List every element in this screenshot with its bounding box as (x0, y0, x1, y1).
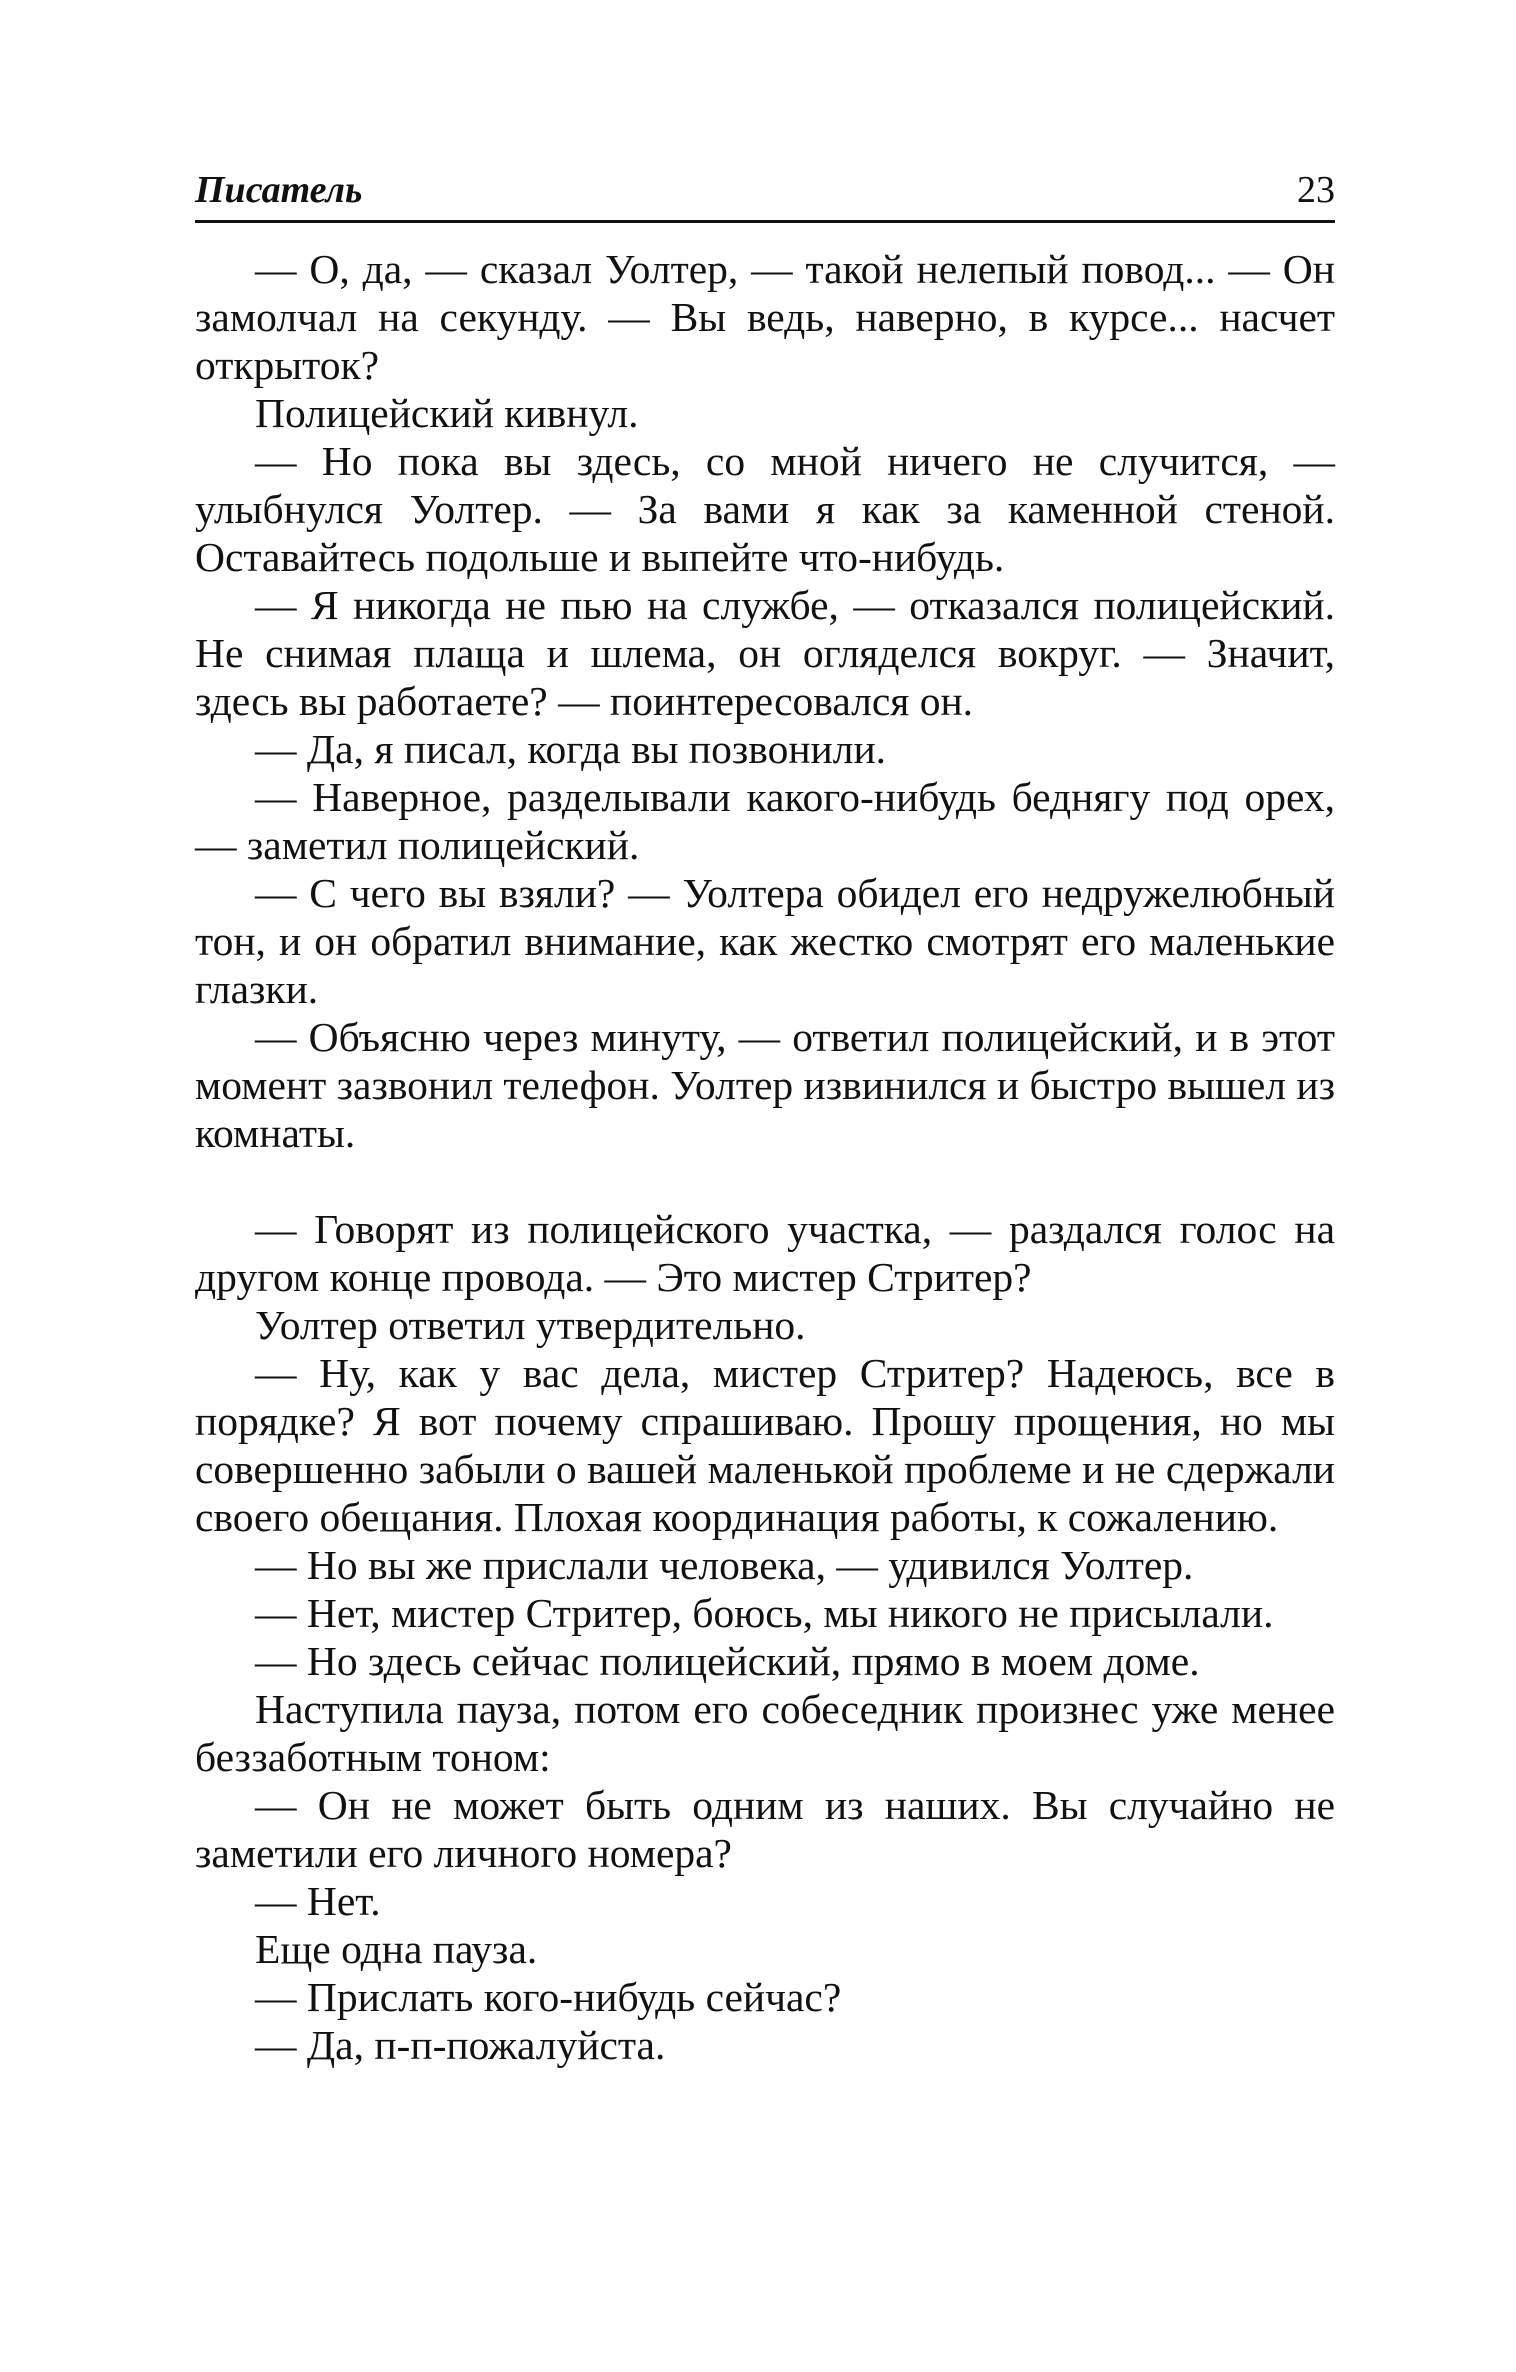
paragraph: — Но пока вы здесь, со мной ничего не случится, — улыбнулся Уолтер. — За вами я как за каменной стеной. Оставайтесь подольше и выпейте что-нибудь. (195, 438, 1335, 580)
running-title: Писатель (195, 169, 363, 211)
paragraph: — Я никогда не пью на службе, — отказался полицейский. Не снимая плаща и шлема, он огляделся вокруг. — Значит, здесь вы работаете? — поинтересовался он. (195, 582, 1335, 724)
paragraph: — Наверное, разделывали какого-нибудь беднягу под орех, — заметил полицейский. (195, 774, 1335, 868)
paragraph: — Но здесь сейчас полицейский, прямо в моем доме. (255, 1638, 1200, 1684)
paragraph: — Нет. (255, 1878, 381, 1924)
page-number: 23 (1297, 169, 1335, 211)
paragraph: Еще одна пауза. (255, 1926, 538, 1972)
paragraph: — Говорят из полицейского участка, — раздался голос на другом конце провода. — Это мистер Стритер? (195, 1206, 1335, 1300)
paragraph: — Но вы же прислали человека, — удивился Уолтер. (255, 1542, 1194, 1588)
paragraph: Уолтер ответил утвердительно. (255, 1302, 806, 1348)
paragraph: — О, да, — сказал Уолтер, — такой нелепый повод... — Он замолчал на секунду. — Вы ведь, наверно, в курсе... насчет открыток? (195, 246, 1335, 388)
paragraph: — Да, я писал, когда вы позвонили. (255, 726, 887, 772)
body-text (195, 245, 1335, 2069)
paragraph: — Да, п-п-пожалуйста. (255, 2022, 666, 2068)
paragraph: — Он не может быть одним из наших. Вы случайно не заметили его личного номера? (195, 1782, 1335, 1876)
book-page (195, 170, 1335, 2069)
paragraph: Наступила пауза, потом его собеседник произнес уже менее беззаботным тоном: (195, 1686, 1335, 1780)
paragraph: — С чего вы взяли? — Уолтера обидел его недружелюбный тон, и он обратил внимание, как жестко смотрят его маленькие глазки. (195, 870, 1335, 1012)
paragraph: — Прислать кого-нибудь сейчас? (255, 1974, 842, 2020)
paragraph: — Ну, как у вас дела, мистер Стритер? Надеюсь, все в порядке? Я вот почему спрашиваю. Прошу прощения, но мы совершенно забыли о вашей маленькой проблеме и не сдержали своего обещания. Плохая координация работы, к сожалению. (195, 1350, 1335, 1540)
section-break (195, 1157, 1335, 1205)
running-header (195, 170, 1335, 223)
paragraph: — Объясню через минуту, — ответил полицейский, и в этот момент зазвонил телефон. Уолтер извинился и быстро вышел из комнаты. (195, 1014, 1335, 1156)
paragraph: — Нет, мистер Стритер, боюсь, мы никого не присылали. (255, 1590, 1274, 1636)
paragraph: Полицейский кивнул. (255, 390, 639, 436)
